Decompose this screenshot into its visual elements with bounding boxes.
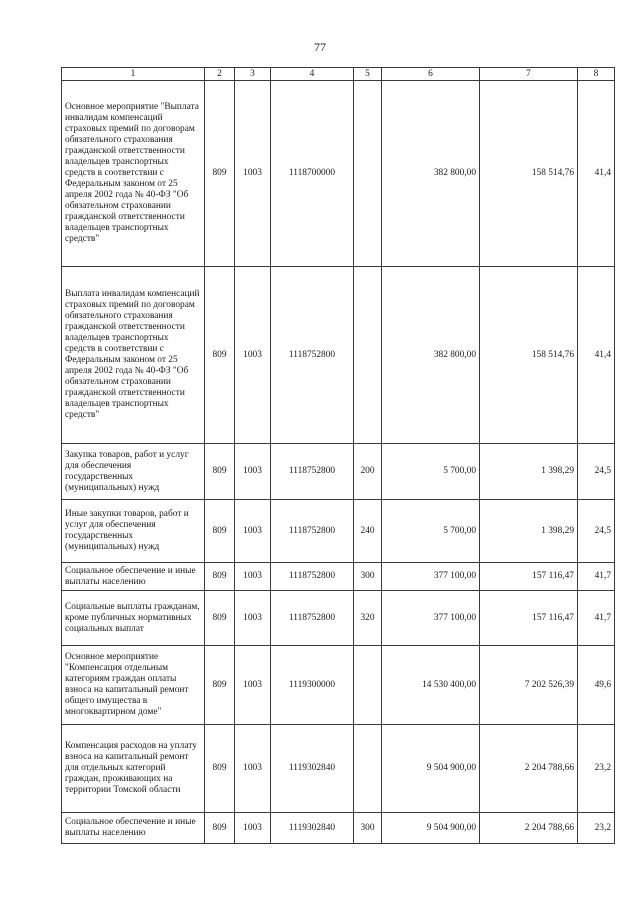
table-row [62,725,615,813]
percent-cell: 41,4 [578,267,615,444]
target-article-cell: 1118752800 [271,591,354,646]
table-row [62,444,615,500]
executed-amount-cell: 7 202 526,39 [480,646,578,725]
table-row [62,813,615,844]
expense-type-cell: 200 [354,444,382,500]
target-article-cell: 1118752800 [271,444,354,500]
row-name-cell: Выплата инвалидам компенсаций страховых премий по договорам обязательного страхования гражданской ответственности владельцев транспортных средств в соответствии с Федеральным законом от 25 апреля 2002 года № 40-ФЗ "Об обязательном страховании гражданской ответственности владельцев транспортных средств" [62,267,205,444]
target-article-cell: 1119302840 [271,725,354,813]
target-article-cell: 1118752800 [271,267,354,444]
admin-code-cell: 809 [205,646,235,725]
expense-type-cell [354,646,382,725]
admin-code-cell: 809 [205,813,235,844]
section-code-cell: 1003 [235,81,271,267]
section-code-cell: 1003 [235,725,271,813]
target-article-cell: 1118752800 [271,500,354,563]
column-header-5: 5 [354,68,382,81]
expense-type-cell [354,267,382,444]
executed-amount-cell: 158 514,76 [480,267,578,444]
table-row [62,81,615,267]
percent-cell: 24,5 [578,500,615,563]
admin-code-cell: 809 [205,444,235,500]
executed-amount-cell: 158 514,76 [480,81,578,267]
section-code-cell: 1003 [235,444,271,500]
planned-amount-cell: 382 800,00 [382,267,480,444]
row-name-cell: Закупка товаров, работ и услуг для обеспечения государственных (муниципальных) нужд [62,444,205,500]
target-article-cell: 1118700000 [271,81,354,267]
admin-code-cell: 809 [205,563,235,591]
section-code-cell: 1003 [235,813,271,844]
percent-cell: 23,2 [578,725,615,813]
planned-amount-cell: 377 100,00 [382,591,480,646]
executed-amount-cell: 157 116,47 [480,591,578,646]
executed-amount-cell: 2 204 788,66 [480,813,578,844]
table-row [62,500,615,563]
column-header-1: 1 [62,68,205,81]
header-row [62,68,615,81]
percent-cell: 24,5 [578,444,615,500]
section-code-cell: 1003 [235,646,271,725]
row-name-cell: Основное мероприятие "Выплата инвалидам компенсаций страховых премий по договорам обязательного страхования гражданской ответственности владельцев транспортных средств в соответствии с Федеральным законом от 25 апреля 2002 года № 40-ФЗ "Об обязательном страховании гражданской ответственности владельцев транспортных средств" [62,81,205,267]
admin-code-cell: 809 [205,267,235,444]
percent-cell: 23,2 [578,813,615,844]
section-code-cell: 1003 [235,267,271,444]
row-name-cell: Социальные выплаты гражданам, кроме публичных нормативных социальных выплат [62,591,205,646]
executed-amount-cell: 157 116,47 [480,563,578,591]
expense-type-cell: 300 [354,563,382,591]
executed-amount-cell: 1 398,29 [480,444,578,500]
planned-amount-cell: 377 100,00 [382,563,480,591]
budget-table [61,67,615,844]
expense-type-cell: 320 [354,591,382,646]
planned-amount-cell: 9 504 900,00 [382,725,480,813]
table-row [62,646,615,725]
planned-amount-cell: 5 700,00 [382,500,480,563]
page-number: 77 [314,40,326,54]
section-code-cell: 1003 [235,500,271,563]
target-article-cell: 1119302840 [271,813,354,844]
table-row [62,591,615,646]
row-name-cell: Социальное обеспечение и иные выплаты населению [62,563,205,591]
expense-type-cell: 240 [354,500,382,563]
admin-code-cell: 809 [205,81,235,267]
planned-amount-cell: 14 530 400,00 [382,646,480,725]
admin-code-cell: 809 [205,591,235,646]
column-header-4: 4 [271,68,354,81]
percent-cell: 41,4 [578,81,615,267]
executed-amount-cell: 1 398,29 [480,500,578,563]
percent-cell: 41,7 [578,563,615,591]
expense-type-cell: 300 [354,813,382,844]
row-name-cell: Основное мероприятие "Компенсация отдельным категориям граждан оплаты взноса на капитальный ремонт общего имущества в многоквартирном доме" [62,646,205,725]
row-name-cell: Компенсация расходов на уплату взноса на капитальный ремонт для отдельных категорий граждан, проживающих на территории Томской области [62,725,205,813]
planned-amount-cell: 9 504 900,00 [382,813,480,844]
row-name-cell: Иные закупки товаров, работ и услуг для обеспечения государственных (муниципальных) нужд [62,500,205,563]
table-row [62,267,615,444]
section-code-cell: 1003 [235,591,271,646]
column-header-3: 3 [235,68,271,81]
planned-amount-cell: 5 700,00 [382,444,480,500]
target-article-cell: 1118752800 [271,563,354,591]
admin-code-cell: 809 [205,500,235,563]
table-row [62,563,615,591]
target-article-cell: 1119300000 [271,646,354,725]
column-header-8: 8 [578,68,615,81]
expense-type-cell [354,81,382,267]
executed-amount-cell: 2 204 788,66 [480,725,578,813]
column-header-7: 7 [480,68,578,81]
column-header-6: 6 [382,68,480,81]
section-code-cell: 1003 [235,563,271,591]
percent-cell: 49,6 [578,646,615,725]
planned-amount-cell: 382 800,00 [382,81,480,267]
column-header-2: 2 [205,68,235,81]
row-name-cell: Социальное обеспечение и иные выплаты населению [62,813,205,844]
percent-cell: 41,7 [578,591,615,646]
admin-code-cell: 809 [205,725,235,813]
expense-type-cell [354,725,382,813]
